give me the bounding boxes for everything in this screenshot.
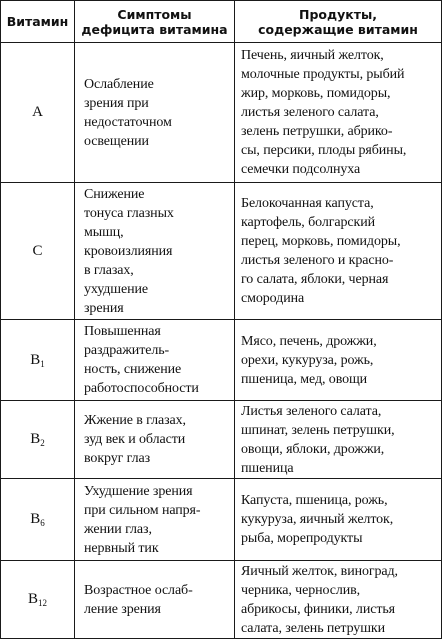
product-line: сы, персики, плоды рябины, [241, 143, 407, 158]
vitamin-cell [1, 479, 75, 561]
symptom-line: недостаточном [84, 114, 172, 130]
product-line: Яичный желток, виноград, [241, 563, 398, 579]
product-line: Мясо, печень, дрожжи, [241, 333, 377, 349]
symptom-line: зуд век и области [84, 432, 186, 447]
table-row [1, 479, 442, 561]
products-cell [235, 401, 442, 479]
table-header-row [1, 1, 442, 43]
vitamin-cell [1, 401, 75, 479]
symptom-line: вокруг глаз [84, 451, 151, 466]
product-line: шпинат, зелень петрушки, [241, 422, 395, 438]
symptom-line: Повышенная [84, 324, 161, 339]
product-line: Белокочанная капуста, [241, 196, 374, 211]
header-vitamin [1, 1, 75, 43]
header-symptoms-line1: Симптомы [117, 6, 192, 22]
symptom-line: ухудшение [84, 281, 149, 297]
products-cell [235, 320, 442, 401]
symptom-line: Жжение в глазах, [84, 413, 186, 428]
symptom-line: раздражитель- [84, 343, 170, 358]
products-cell [235, 183, 442, 320]
product-line: Капуста, пшеница, рожь, [241, 493, 388, 508]
products-cell [235, 479, 442, 561]
product-line: го салата, яблоки, черная [241, 272, 389, 287]
vitamin-subscript: 12 [38, 598, 47, 608]
symptom-line: в глазах, [84, 262, 134, 278]
symptom-line: Ослабление [84, 76, 154, 92]
products-cell [235, 561, 442, 639]
symptom-line: кровоизлияния [84, 243, 173, 259]
product-line: абрикосы, финики, листья [241, 601, 395, 617]
symptoms-cell [75, 43, 235, 183]
product-line: жир, морковь, помидоры, [241, 86, 391, 101]
vitamin-subscript: 1 [40, 358, 45, 369]
product-line: листья зеленого и красно- [241, 253, 394, 268]
vitamin-cell [1, 43, 75, 183]
table-row [1, 320, 442, 401]
product-line: пшеница, мед, овощи [241, 371, 368, 387]
product-line: семечки подсолнуха [241, 162, 361, 177]
header-symptoms-line2: дефицита витамина [81, 21, 228, 37]
product-line: овощи, яблоки, дрожжи, [241, 441, 385, 457]
vitamin-name: B [30, 511, 41, 527]
symptom-line: Снижение [84, 186, 145, 202]
symptom-line: ление зрения [84, 601, 161, 617]
symptom-line: ность, снижение [84, 362, 182, 377]
product-line: картофель, болгарский [241, 215, 375, 230]
table-row [1, 43, 442, 183]
product-line: зелень петрушки, абрико- [241, 124, 393, 139]
product-line: орехи, кукуруза, рожь, [241, 352, 374, 368]
symptom-line: нервный тик [84, 540, 159, 556]
header-products-line1: Продукты, [298, 6, 378, 22]
symptom-line: освещении [84, 133, 149, 149]
header-products-line2: содержащие витамин [258, 21, 418, 37]
vitamin-subscript: 6 [40, 518, 45, 528]
product-line: черника, чернослив, [241, 582, 361, 598]
product-line: перец, морковь, помидоры, [241, 234, 401, 249]
vitamin-cell [1, 561, 75, 639]
symptom-line: Возрастное ослаб- [84, 582, 193, 598]
product-line: кукуруза, яичный желток, [241, 512, 394, 527]
symptom-line: зрения при [84, 95, 149, 111]
symptoms-cell [75, 320, 235, 401]
symptoms-cell [75, 561, 235, 639]
vitamin-cell [1, 320, 75, 401]
symptom-line: зрения [84, 300, 124, 316]
symptom-line: тонуса глазных [84, 205, 174, 221]
vitamin-name: B [30, 351, 41, 368]
vitamin-name: B [27, 591, 38, 607]
symptom-line: мышц, [84, 224, 124, 240]
symptoms-cell [75, 183, 235, 320]
symptoms-cell [75, 479, 235, 561]
product-line: рыба, морепродукты [241, 531, 363, 546]
table-row [1, 561, 442, 639]
vitamin-subscript: 2 [40, 438, 45, 448]
symptoms-cell [75, 401, 235, 479]
header-products [235, 1, 442, 43]
vitamin-name: A [32, 104, 43, 120]
vitamin-name: B [30, 431, 41, 447]
product-line: Листья зеленого салата, [241, 403, 382, 419]
symptom-line: при сильном напря- [84, 502, 201, 518]
symptom-line: работоспособности [84, 381, 199, 396]
product-line: пшеница [241, 460, 294, 476]
table-row [1, 401, 442, 479]
header-vitamin-label: Витамин [6, 14, 69, 29]
product-line: листья зеленого салата, [241, 105, 379, 120]
vitamin-name: C [32, 242, 43, 259]
header-symptoms [75, 1, 235, 43]
product-line: смородина [241, 291, 305, 306]
products-cell [235, 43, 442, 183]
product-line: Печень, яичный желток, [241, 48, 384, 63]
table-row [1, 183, 442, 320]
product-line: салата, зелень петрушки [241, 620, 385, 636]
symptom-line: Ухудшение зрения [84, 483, 193, 499]
symptom-line: жении глаз, [84, 521, 152, 537]
product-line: молочные продукты, рыбий [241, 67, 405, 82]
vitamin-cell [1, 183, 75, 320]
